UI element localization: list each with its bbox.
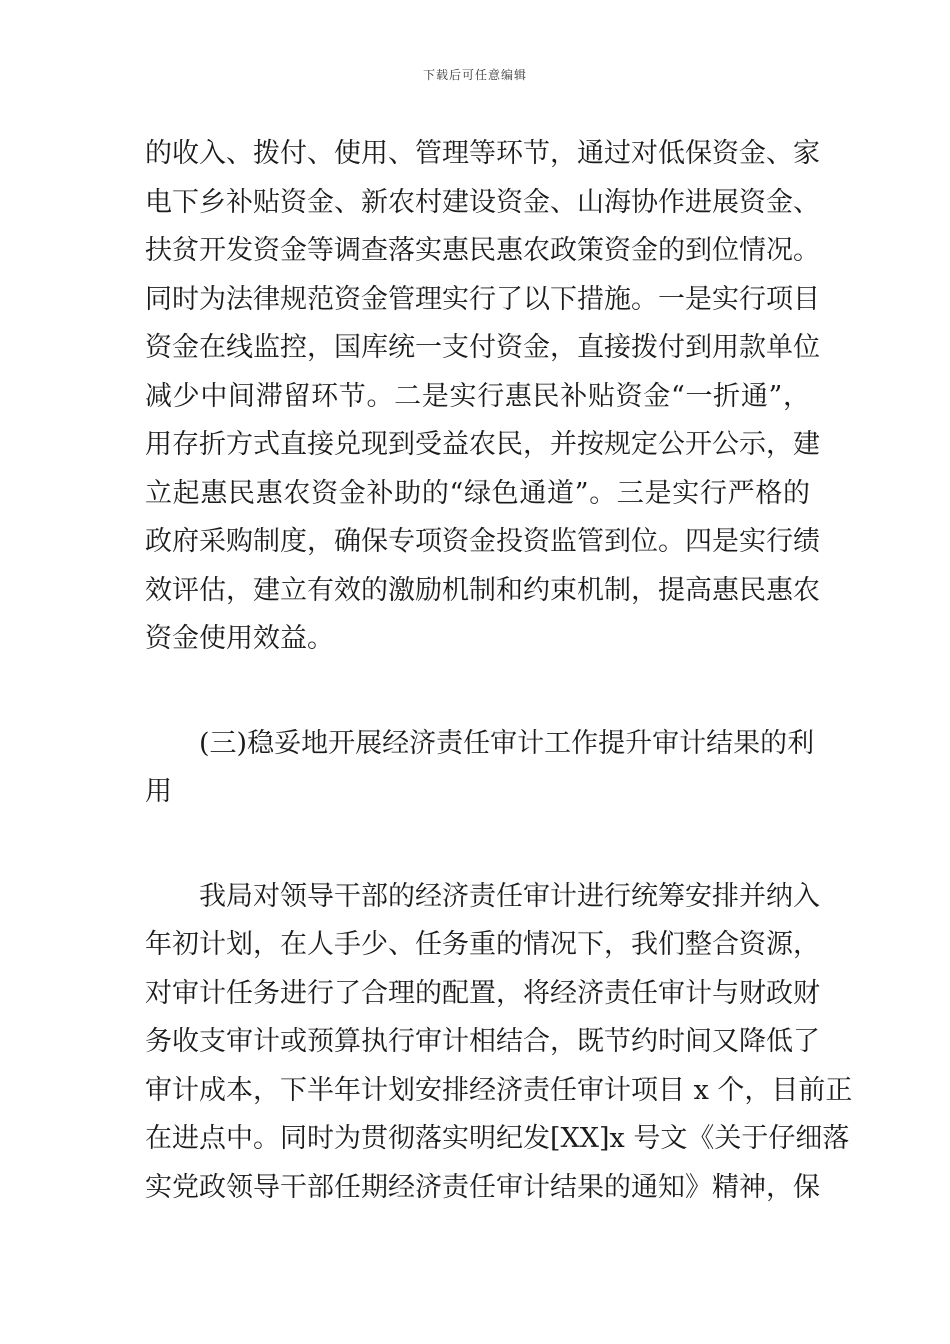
text-line: 扶贫开发资金等调查落实惠民惠农政策资金的到位情况。 [145, 235, 820, 266]
paragraph-economic-audit [145, 873, 853, 1213]
text-line: 务收支审计或预算执行审计相结合，既节约时间又降低了 [145, 1026, 820, 1057]
text-line: 实党政领导干部任期经济责任审计结果的通知》精神，保 [145, 1171, 820, 1203]
heading-line: 用 [145, 776, 172, 807]
section-heading [145, 720, 815, 817]
text-line: 减少中间滞留环节。二是实行惠民补贴资金“一折通”， [145, 380, 810, 412]
text-line: 在进点中。同时为贯彻落实明纪发[XX]x 号文《关于仔细落 [145, 1123, 850, 1154]
text-line: 我局对领导干部的经济责任审计进行统筹安排并纳入 [199, 880, 820, 912]
text-line: 资金使用效益。 [145, 623, 334, 654]
text-line: 审计成本，下半年计划安排经济责任审计项目 x 个，目前正 [145, 1074, 853, 1106]
text-line: 资金在线监控，国库统一支付资金，直接拨付到用款单位 [145, 332, 820, 363]
paragraph-funds-management [145, 130, 820, 664]
text-line: 电下乡补贴资金、新农村建设资金、山海协作进展资金、 [145, 186, 820, 218]
document-body [145, 130, 853, 1212]
text-line: 年初计划，在人手少、任务重的情况下，我们整合资源， [145, 929, 820, 960]
heading-line: (三)稳妥地开展经济责任审计工作提升审计结果的利 [199, 727, 815, 759]
text-line: 用存折方式直接兑现到受益农民，并按规定公开公示，建 [145, 429, 820, 460]
text-line: 立起惠民惠农资金补助的“绿色通道”。三是实行严格的 [145, 477, 810, 509]
page-header: 下载后可任意编辑 [422, 68, 527, 82]
text-line: 对审计任务进行了合理的配置，将经济责任审计与财政财 [145, 977, 820, 1009]
text-line: 的收入、拨付、使用、管理等环节，通过对低保资金、家 [145, 138, 820, 169]
text-line: 同时为法律规范资金管理实行了以下措施。一是实行项目 [145, 283, 820, 315]
text-line: 政府采购制度，确保专项资金投资监管到位。四是实行绩 [145, 526, 820, 557]
text-line: 效评估，建立有效的激励机制和约束机制，提高惠民惠农 [145, 574, 820, 606]
